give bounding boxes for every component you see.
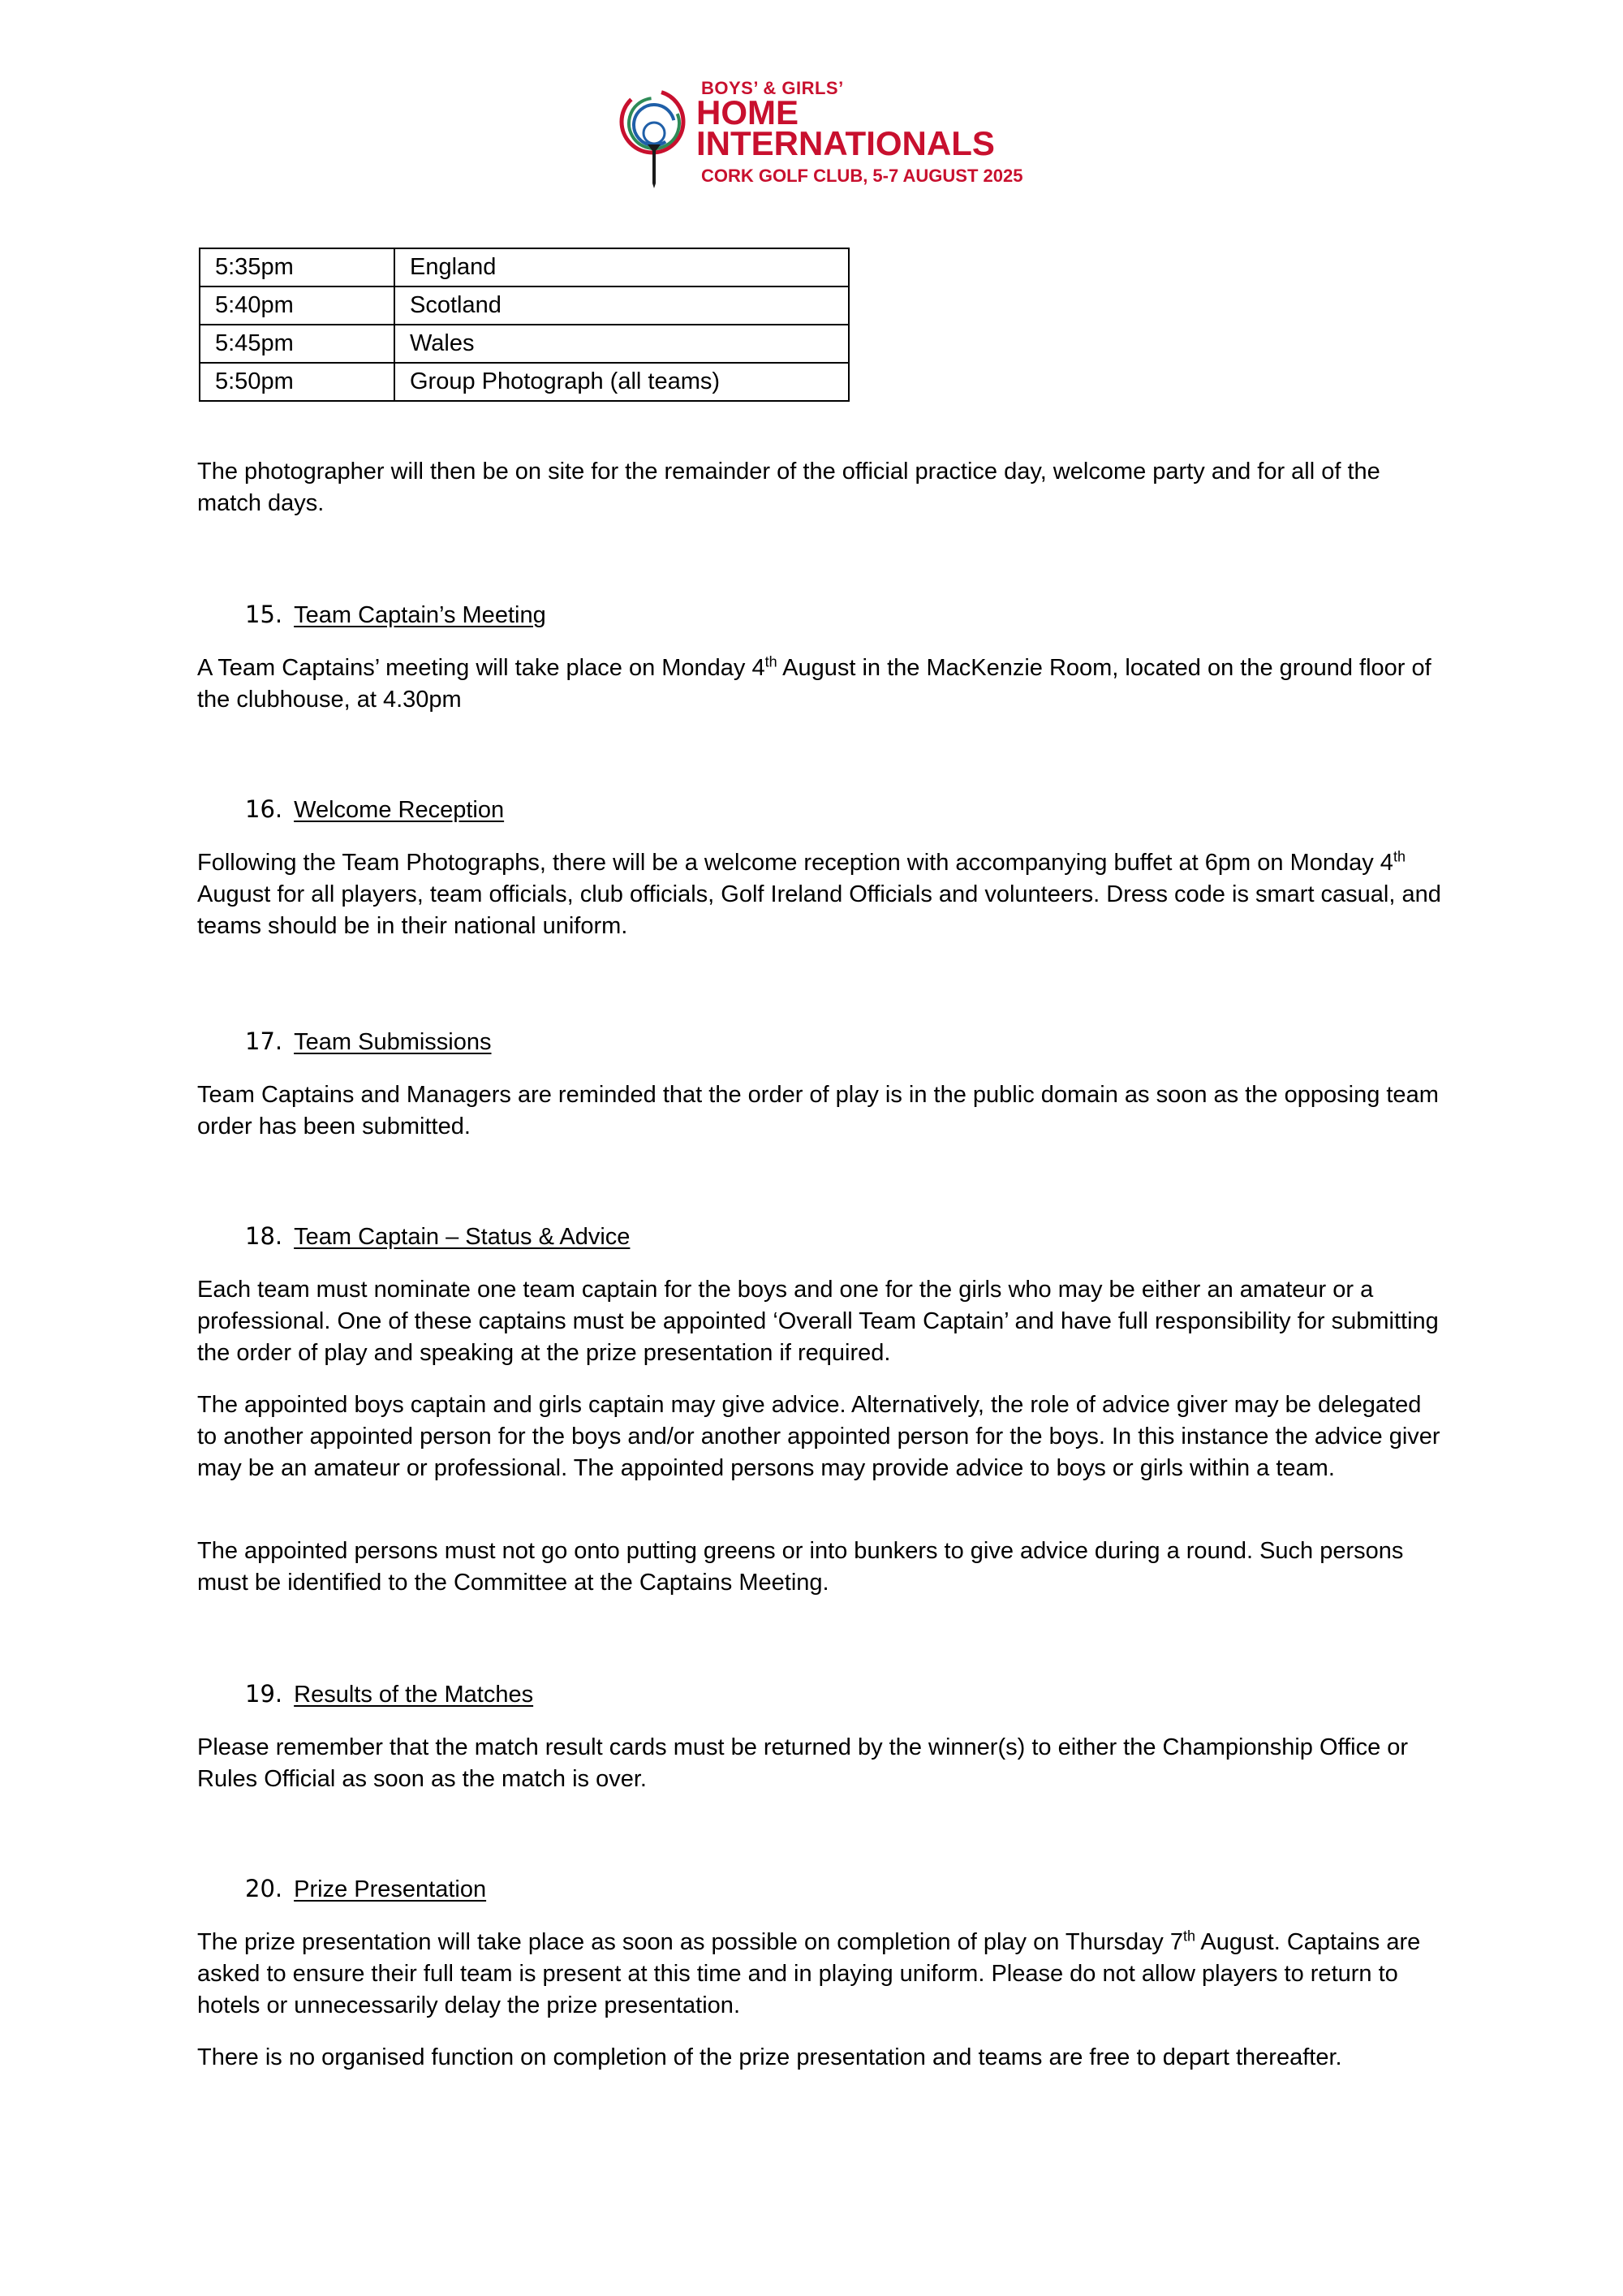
section-heading-15 — [245, 599, 546, 631]
section-heading-17 — [245, 1026, 492, 1058]
section-19-paragraph: Please remember that the match result cards must be returned by the winner(s) to either the Championship Office or Rules Official as soon as the match is over. — [197, 1734, 1409, 1792]
photographer-paragraph: The photographer will then be on site for the remainder of the official practice day, welcome party and for all of the match days. — [197, 459, 1380, 516]
time-cell: 5:50pm — [200, 363, 394, 401]
section-15-paragraph: A Team Captains’ meeting will take place on Monday 4th August in the MacKenzie Room, located on the ground floor of the clubhouse, at 4.30pm — [197, 653, 1431, 713]
table-row — [200, 325, 849, 363]
section-number: 18. — [245, 1222, 283, 1250]
section-title: Team Captain’s Meeting — [294, 602, 546, 628]
table-row — [200, 363, 849, 401]
golf-ball-on-tee-icon — [618, 80, 691, 190]
section-20-paragraph-2: There is no organised function on completion of the prize presentation and teams are free to depart thereafter. — [197, 2044, 1342, 2070]
section-title: Welcome Reception — [294, 797, 505, 823]
section-heading-19 — [245, 1678, 533, 1711]
table-row — [200, 286, 849, 325]
event-cell: Wales — [394, 325, 849, 363]
event-cell: Group Photograph (all teams) — [394, 363, 849, 401]
section-18-paragraph-1: Each team must nominate one team captain for the boys and one for the girls who may be either an amateur or a professional. One of these captains must be appointed ‘Overall Team Captain’ and have full responsibility for submitting the order of play and speaking at the prize presentation if required. — [197, 1277, 1439, 1366]
section-title: Team Submissions — [294, 1029, 492, 1055]
time-cell: 5:40pm — [200, 286, 394, 325]
section-17-paragraph: Team Captains and Managers are reminded that the order of play is in the public domain as soon as the opposing team order has been submitted. — [197, 1082, 1439, 1139]
event-cell: Scotland — [394, 286, 849, 325]
section-20-paragraph-1: The prize presentation will take place as soon as possible on completion of play on Thursday 7th August. Captains are asked to ensure their full team is present at this time and in playing uniform. Please do not allow players to return to hotels or unnecessarily delay the prize presentation. — [197, 1928, 1421, 2018]
section-18-paragraph-3: The appointed persons must not go onto putting greens or into bunkers to give advice during a round. Such persons must be identified to the Committee at the Captains Meeting. — [197, 1538, 1404, 1596]
section-number: 19. — [245, 1680, 283, 1708]
event-cell: England — [394, 248, 849, 286]
section-number: 17. — [245, 1027, 283, 1055]
time-cell: 5:45pm — [200, 325, 394, 363]
section-heading-16 — [245, 794, 504, 826]
section-title: Results of the Matches — [294, 1682, 534, 1708]
section-heading-20 — [245, 1873, 486, 1906]
section-16-paragraph: Following the Team Photographs, there will be a welcome reception with accompanying buffet at 6pm on Monday 4th August for all players, team officials, club officials, Golf Ireland Officials and volunteers. Dress code is smart casual, and teams should be in their national uniform. — [197, 848, 1441, 939]
logo-title-line-2: INTERNATIONALS — [696, 124, 995, 162]
time-cell: 5:35pm — [200, 248, 394, 286]
section-number: 20. — [245, 1875, 283, 1902]
section-number: 15. — [245, 601, 283, 628]
section-title: Team Captain – Status & Advice — [294, 1224, 631, 1250]
section-18-paragraph-2: The appointed boys captain and girls captain may give advice. Alternatively, the role of advice giver may be delegated to another appointed person for the boys and/or another appointed person for the boys. In this instance the advice giver may be an amateur or professional. The appointed persons may provide advice to boys or girls within a team. — [197, 1392, 1440, 1481]
section-heading-18 — [245, 1221, 630, 1253]
photograph-schedule-table — [199, 248, 850, 402]
table-row — [200, 248, 849, 286]
event-logo — [618, 71, 1073, 193]
section-number: 16. — [245, 795, 283, 823]
logo-subtitle: CORK GOLF CLUB, 5-7 AUGUST 2025 — [701, 166, 1023, 186]
logo-kicker: BOYS’ & GIRLS’ — [701, 78, 844, 98]
logo-title-line-1: HOME — [696, 93, 799, 131]
section-title: Prize Presentation — [294, 1876, 487, 1902]
